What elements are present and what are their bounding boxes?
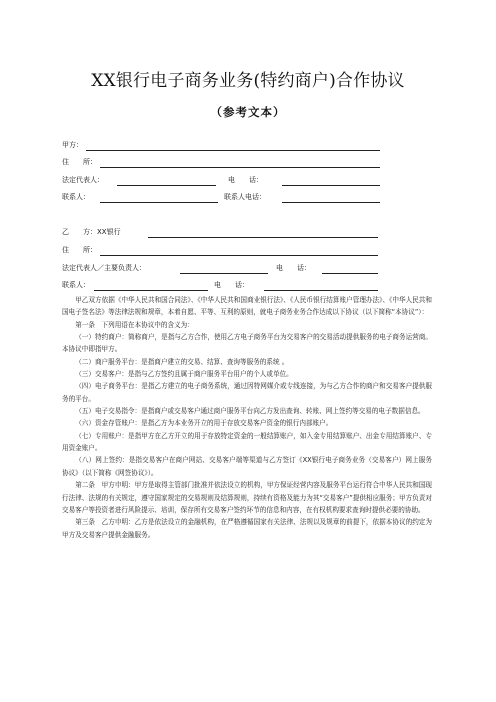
party-a-phone-row (228, 176, 263, 185)
definition-item: （二）商户服务平台：是指商户建立的交易、结算、查询等服务的系统 。 (75, 357, 289, 366)
definition-item: （六）资金存管账户：是指乙方为本业务开立的用于存放交易客户资金的银行内部账户。 (75, 419, 333, 428)
definition-item: （七）专用账户：是指甲方在乙方开立的用于存放特定资金的一般结算账户，如入金专用结算账户、出金专用结算账户、专用资金账户。 (62, 431, 432, 453)
definition-item: （八）网上签约：是指交易客户在商户网站、交易客户端等渠道与乙方签订《XX银行电子商务业务（交易客户）网上服务协议》（以下简称《网签协议》）。 (62, 456, 432, 477)
party-a-contact-phone-label: 联系人电话： (224, 193, 266, 201)
party-a-address-field[interactable] (100, 167, 380, 168)
agreement-body (62, 294, 432, 541)
article-3-paragraph: 第三条 乙方申明：乙方是依法设立的金融机构，在严格遵循国家有关法律、法规以及规章的前提下，依据本协议的约定为甲方及交易客户提供金融服务。 (62, 518, 432, 539)
document-subtitle: （参考文本） (210, 105, 286, 119)
party-a-contact-label: 联系人： (62, 193, 90, 201)
party-b-name-label: 乙 方：XX银行 (62, 228, 121, 236)
definition-item: （五）电子交易指令：是指商户或交易客户通过商户服务平台向乙方发出查询、转账、网上签约等交易的电子数据信息。 (75, 407, 425, 416)
party-b-phone-label: 电 话： (276, 264, 311, 272)
party-b-phone2-row (214, 281, 249, 290)
party-b-address-row (62, 246, 97, 255)
article-1-heading: 第一条 下列用语在本协议中的含义为： (75, 320, 194, 329)
document-title: XX银行电子商务业务(特约商户)合作协议 (91, 71, 405, 91)
definition-item: （四）电子商务平台：是指乙方建立的电子商务系统，通过因特网媒介或专线连接，为与乙方合作的商户和交易客户提供服务的平台。 (62, 382, 432, 403)
party-a-name-row (62, 141, 83, 150)
party-a-legal-rep-label: 法定代表人： (62, 176, 104, 184)
party-a-address-label: 住 所： (62, 158, 97, 166)
party-b-address-label: 住 所： (62, 246, 97, 254)
intro-paragraph: 甲乙双方依据《中华人民共和国合同法》、《中华人民共和国商业银行法》、《人民币银行结算账户管理办法》、《中华人民共和国电子签名法》等法律法规和规章，本着自愿、平等、互利的原则，就电子商务业务合作达成以下协议（以下简称“本协议”）： (62, 296, 432, 317)
definition-item: （三）交易客户：是指与乙方签约且属于商户服务平台用户的个人或单位。 (75, 370, 293, 379)
party-a-legal-rep-row (62, 176, 104, 185)
party-a-phone-field[interactable] (282, 185, 380, 186)
party-b-phone-field[interactable] (322, 273, 378, 274)
party-a-legal-rep-field[interactable] (117, 185, 216, 186)
party-b-name-field[interactable] (148, 237, 378, 238)
party-a-name-label: 甲方： (62, 141, 83, 149)
party-a-contact-phone-row (224, 193, 266, 202)
article-2-paragraph: 第二条 甲方申明：甲方是取得主管部门批准并依法设立的机构，甲方保证经营内容及服务平台运行符合中华人民共和国现行法律、法规的有关规定，遵守国家规定的交易规则及结算规则，持续有资格及能力为其“交易客户”提供相应服务；甲方负责对交易客户等投资者进行风险提示、培训，保存所有交易客户签约环节的信息和内容，在有权机构要求查询时提供必要的协助。 (62, 481, 432, 514)
definition-item: （一）特约商户：简称商户，是指与乙方合作，使用乙方电子商务平台为交易客户的交易活动提供服务的电子商务运营商。本协议中即指甲方。 (62, 333, 432, 354)
party-b-legal-rep-row (62, 264, 146, 273)
party-b-contact-row (62, 281, 90, 290)
party-a-name-field[interactable] (86, 150, 380, 151)
party-b-name-row (62, 228, 121, 237)
party-b-contact-label: 联系人： (62, 281, 90, 289)
party-b-address-field[interactable] (100, 255, 378, 256)
party-a-contact-row (62, 193, 90, 202)
party-a-phone-label: 电 话： (228, 176, 263, 184)
party-a-address-row (62, 158, 97, 167)
party-b-legal-rep-label: 法定代表人／主要负责人： (62, 264, 146, 272)
party-b-phone2-field[interactable] (264, 290, 378, 291)
party-b-legal-rep-field[interactable] (180, 273, 268, 274)
party-b-phone-row (276, 264, 311, 273)
party-b-contact-field[interactable] (94, 290, 208, 291)
party-a-contact-phone-field[interactable] (282, 202, 380, 203)
party-a-contact-field[interactable] (100, 202, 218, 203)
party-b-phone2-label: 电 话： (214, 281, 249, 289)
